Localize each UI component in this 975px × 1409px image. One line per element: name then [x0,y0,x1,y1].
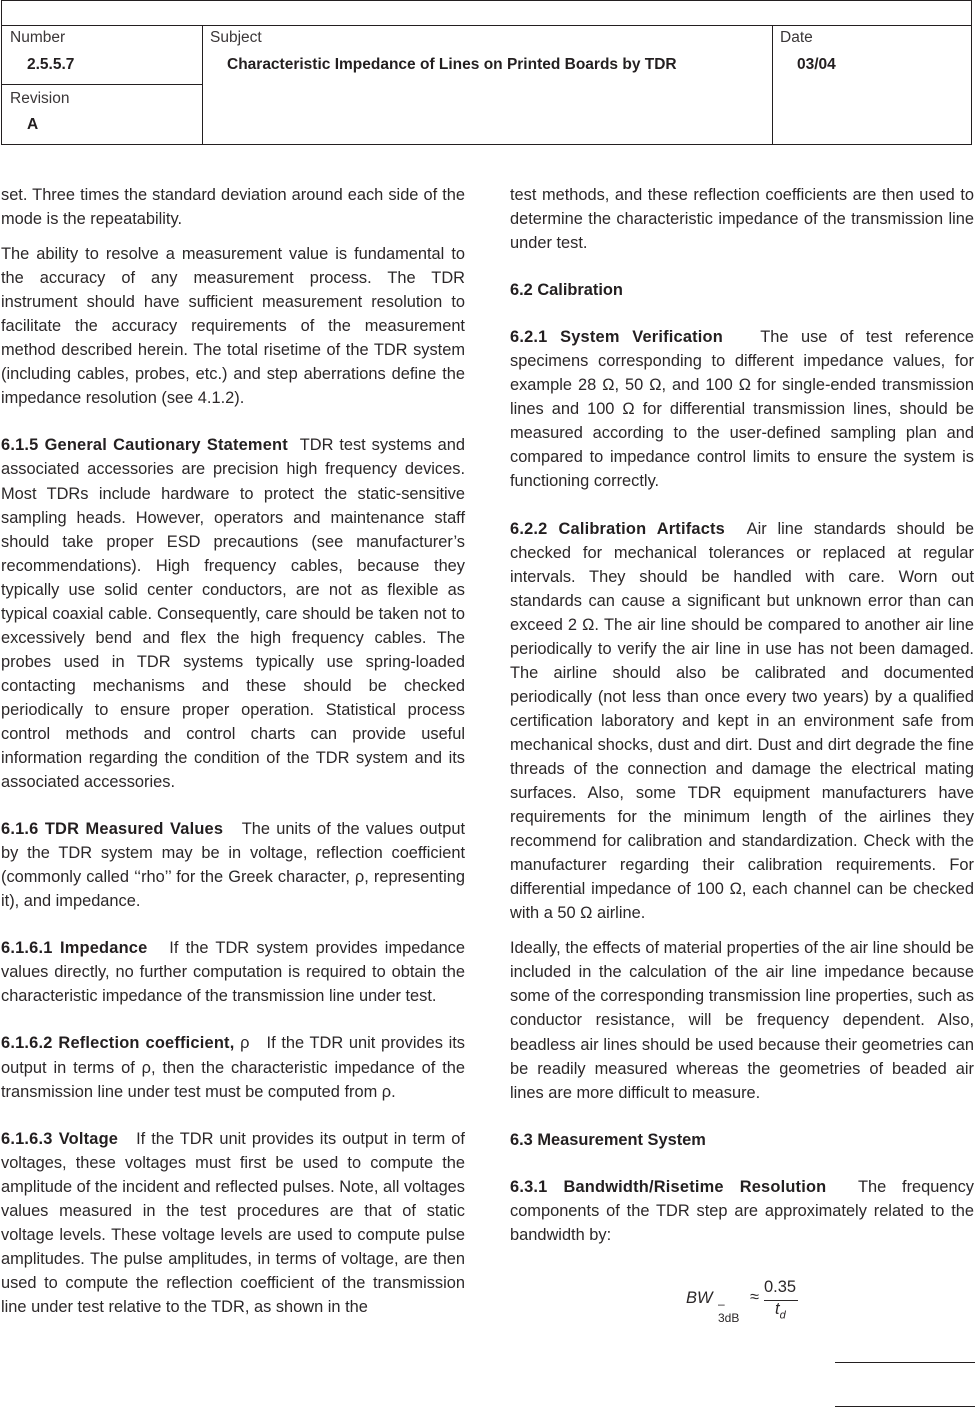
section-6-2-2 [510,517,974,926]
section-6-3-1 [510,1175,974,1247]
section-6-1-6-1-body: If the TDR system provides impedance values directly, no further computation is required to obtain the characteristic impedance of the transmission line under test. [1,939,465,1006]
section-6-2-1-heading: 6.2.1 System Verification [510,328,723,347]
section-6-3-1-heading: 6.3.1 Bandwidth/Risetime Resolution [510,1177,827,1196]
section-6-2-heading: 6.2 Calibration [510,281,623,300]
section-6-2-1-body: The use of test reference specimens corresponding to different impedance values, for example 28 Ω, 50 Ω, and 100 Ω for single-ended transmission lines and 100 Ω for differential transmission lines, should be measured according to the user-defined sampling plan and compared to impedance control limits to ensure the system is functioning correctly. [510,328,974,491]
left-column [1,183,465,1319]
section-6-1-5-body: TDR test systems and associated accessories are precision high frequency devices. Most TDRs include hardware to protect the static-sensitive sampling heads. However, operators and maintenance staff should take proper ESD precautions (see manufacturer’s recommendations). High frequency cables, because they typically use solid center conductors, are not as flexible as typical coaxial cable. Consequently, care should be taken not to excessively bend and flex the high frequency cables. The probes used in TDR systems typically use spring-loaded contacting mechanisms and these should be checked periodically to ensure proper operation. Statistical process control methods and control charts can provide useful information regarding the condition of the TDR system and its associated accessories. [1,436,466,792]
paragraph-test-methods: test methods, and these reflection coefficients are then used to determine the characteristic impedance of the transmission line under test. [510,186,974,253]
document-header-table [1,0,972,145]
section-6-3-heading: 6.3 Measurement System [510,1130,706,1149]
header-number-revision-divider [2,84,203,85]
section-6-1-6-1 [1,936,465,1008]
section-6-1-6-3 [1,1127,465,1319]
section-6-2-2-body: Air line standards should be checked for mechanical tolerances or replaced at regular intervals. They should be handled with care. Worn out standards can cause a significant but unknown error than can exceed 2 Ω. The air line should be compared to another air line periodically to verify the air line in use has not been damaged. The airline should also be calibrated and documented periodically (not less than once every two years) by a qualified certification laboratory and kept in an environment safe from mechanical shocks, dust and dirt. Dust and dirt degrade the fine threads of the connection and damage the electrical mating surfaces. Also, some TDR equipment manufacturers have requirements for the minimum length of the airlines they recommend for calibration and standardization. Check with the manufacturer regarding their calibration requirements. For differential impedance of 100 Ω, each channel can be checked with a 50 Ω airline. [510,519,975,923]
formula-numerator: 0.35 [764,1278,797,1296]
formula-denominator [775,1300,786,1321]
footer-rule-1 [835,1362,975,1363]
section-6-3-1-body: The frequency components of the TDR step are approximately related to the bandwidth by: [510,1177,975,1244]
formula-denominator-subscript: d [779,1309,786,1322]
paragraph-resolution: The ability to resolve a measurement value is fundamental to the accuracy of any measurement process. The TDR instrument should have sufficient measurement resolution to facilitate the accuracy requirements of the measurement method described herein. The total risetime of the TDR system (including cables, probes, etc.) and step aberrations define the impedance resolution (see 4.1.2). [1,245,465,408]
header-top-row [2,1,971,26]
paragraph-repeatability: set. Three times the standard deviation around each side of the mode is the repeatability. [1,186,465,229]
date-value: 03/04 [797,56,836,73]
formula-approx-sign: ≈ [750,1288,760,1306]
date-label: Date [780,29,813,46]
section-6-2-2-heading: 6.2.2 Calibration Artifacts [510,519,725,538]
number-label: Number [10,29,66,46]
section-6-1-6-2-heading: 6.1.6.2 Reflection coefficient, [1,1034,235,1053]
revision-value: A [27,116,39,133]
revision-label: Revision [10,90,70,107]
section-6-1-6-3-heading: 6.1.6.3 Voltage [1,1129,119,1148]
section-6-1-6-2-body: If the TDR unit provides its output in terms of ρ, then the characteristic impedance of the transmission line under test must be computed from ρ. [1,1034,465,1101]
formula-lhs: BW [686,1289,713,1307]
subject-value: Characteristic Impedance of Lines on Printed Boards by TDR [227,56,677,73]
rho-symbol: ρ [240,1034,250,1053]
right-column [510,183,974,1247]
formula-denominator-t: t [775,1300,780,1318]
section-6-1-6-1-heading: 6.1.6.1 Impedance [1,939,148,958]
paragraph-ideally: Ideally, the effects of material properties of the air line should be included in the calculation of the air line impedance because some of the corresponding transmission line properties, such as conductor resistance, will be frequency dependent. Also, beadless air lines should be used because their geometries can be readily measured whereas the geometries of beaded air lines are more difficult to measure. [510,939,974,1102]
footer-rule-2 [835,1406,975,1407]
header-divider-2 [772,25,773,144]
number-value: 2.5.5.7 [27,56,75,73]
section-6-1-6-2 [1,1031,465,1103]
section-6-2-1 [510,325,974,493]
section-6-1-5-heading: 6.1.5 General Cautionary Statement [1,436,288,455]
section-6-1-6-3-body: If the TDR unit provides its output in term of voltages, these voltages must first be used to compute the amplitude of the incident and reflected pulses. Note, all voltages values measured in the test procedures are that of static voltage levels. These voltage levels are used to compute pulse amplitudes. The pulse amplitudes, in terms of voltage, are then used to compute the reflection coefficient of the transmission line under test relative to the TDR, as shown in the [1,1129,465,1316]
section-6-1-6-body: The units of the values output by the TDR system may be in voltage, reflection coefficient (commonly called ‘‘rho’’ for the Greek character, ρ, representing it), and impedance. [1,820,465,911]
section-6-1-6 [1,817,465,913]
section-6-1-5 [1,433,465,794]
section-6-1-6-heading: 6.1.6 TDR Measured Values [1,820,224,839]
formula-lhs-subscript: –3dB [718,1297,740,1325]
subject-label: Subject [210,29,262,46]
